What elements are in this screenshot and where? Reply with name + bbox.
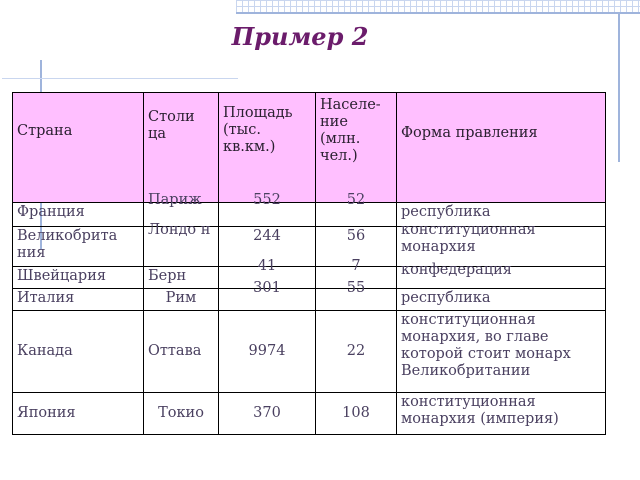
cell-country: Швейцария — [13, 267, 144, 289]
cell-government: конституционная монархия — [397, 227, 606, 267]
cell-government: конституционная монархия, во главе которой стоит монарх Великобритании — [397, 311, 606, 393]
cell-area: 41 — [219, 267, 316, 289]
cell-capital: Токио — [144, 393, 219, 435]
decorative-line-horizontal — [2, 78, 238, 79]
cell-area: 370 — [219, 393, 316, 435]
table-row — [13, 227, 606, 267]
cell-population: 56 — [316, 227, 397, 267]
cell-country: Япония — [13, 393, 144, 435]
cell-population: 7 — [316, 267, 397, 289]
cell-capital: Берн — [144, 267, 219, 289]
header-area: Площадь (тыс. кв.км.) — [219, 93, 316, 203]
cell-capital: Лондо н — [144, 227, 219, 267]
header-capital: Столи ца — [144, 93, 219, 203]
decorative-grid-band — [236, 0, 640, 14]
cell-country: Канада — [13, 311, 144, 393]
cell-area: 301 — [219, 289, 316, 311]
table-row — [13, 289, 606, 311]
table-row — [13, 393, 606, 435]
cell-capital: Рим — [144, 289, 219, 311]
cell-capital: Оттава — [144, 311, 219, 393]
cell-government: республика — [397, 203, 606, 227]
cell-country: Великобрита ния — [13, 227, 144, 267]
decorative-line-right — [618, 12, 620, 162]
cell-population: 52 — [316, 203, 397, 227]
cell-country: Франция — [13, 203, 144, 227]
cell-area: 552 — [219, 203, 316, 227]
cell-government: республика — [397, 289, 606, 311]
cell-country: Италия — [13, 289, 144, 311]
cell-capital: Париж — [144, 203, 219, 227]
table-row — [13, 311, 606, 393]
slide-title: Пример 2 — [231, 22, 369, 51]
cell-population: 55 — [316, 289, 397, 311]
cell-area: 9974 — [219, 311, 316, 393]
cell-government: конфедерация — [397, 267, 606, 289]
table-header-row — [13, 93, 606, 203]
cell-government: конституционная монархия (империя) — [397, 393, 606, 435]
cell-population: 108 — [316, 393, 397, 435]
countries-table — [12, 92, 606, 435]
table-row — [13, 267, 606, 289]
cell-population: 22 — [316, 311, 397, 393]
cell-area: 244 — [219, 227, 316, 267]
header-government: Форма правления — [397, 93, 606, 203]
header-country: Страна — [13, 93, 144, 203]
header-population: Населе-ние (млн. чел.) — [316, 93, 397, 203]
